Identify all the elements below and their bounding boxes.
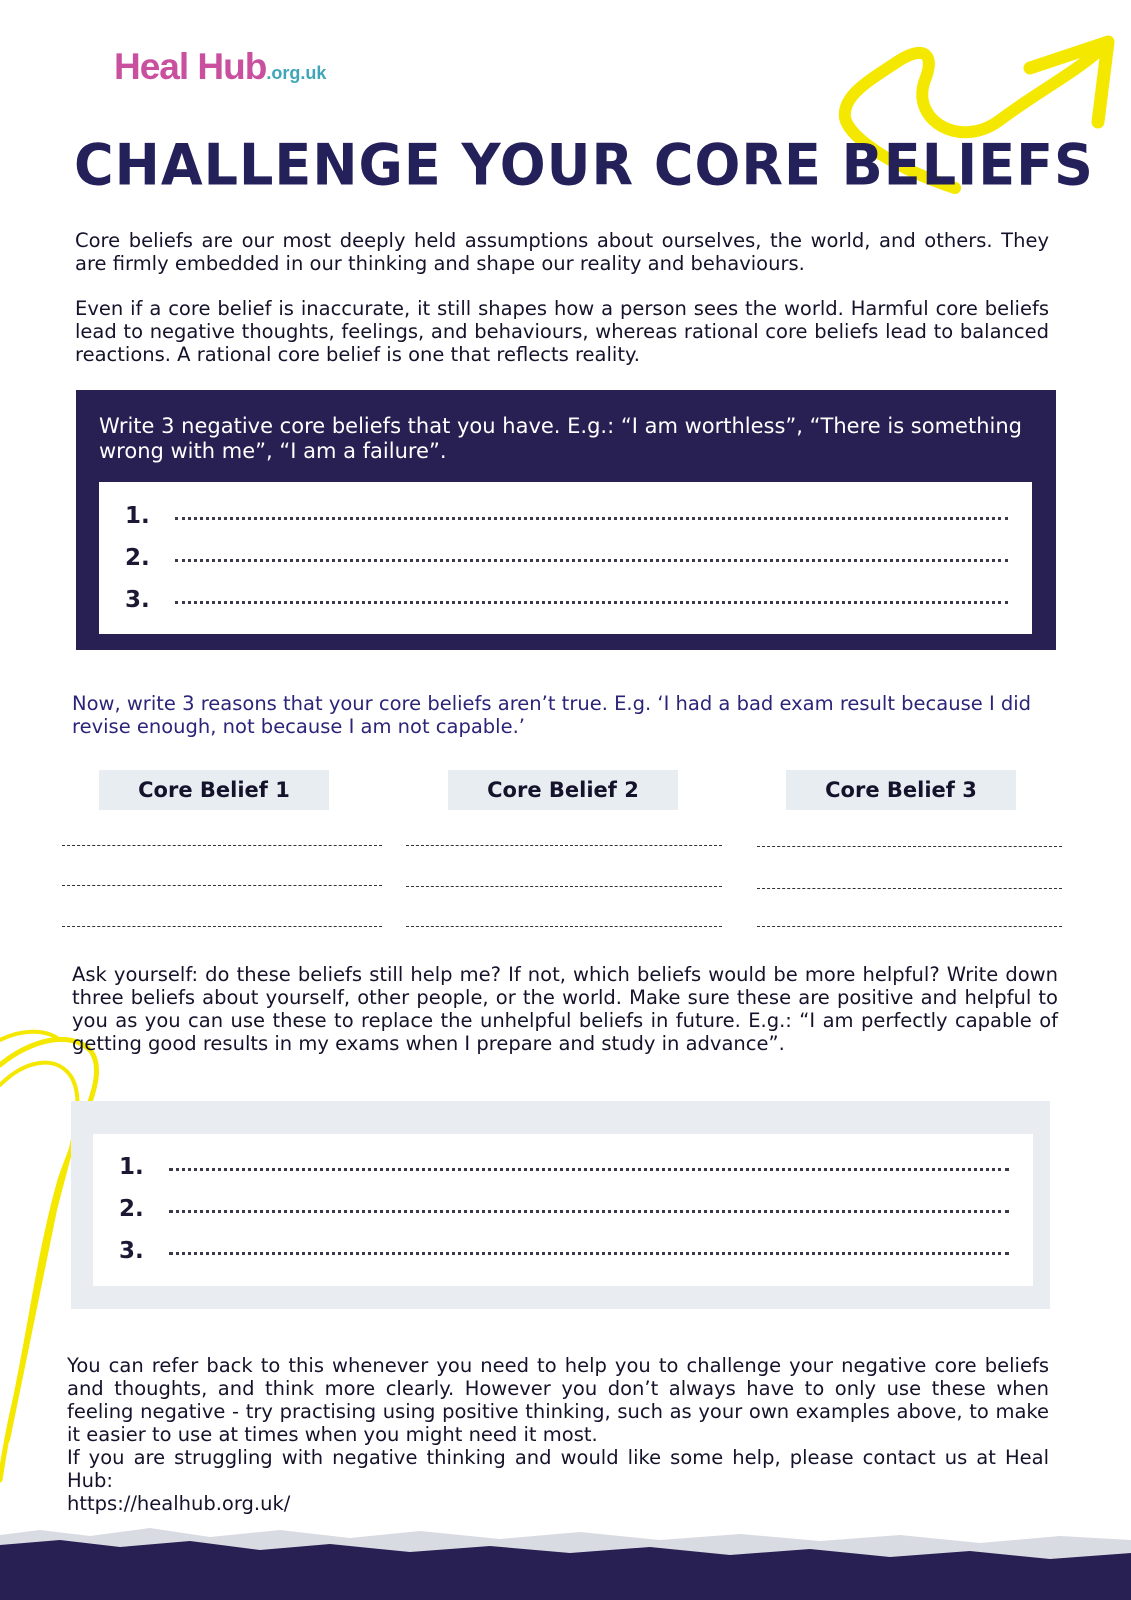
core-belief-3-label: Core Belief 3 — [786, 770, 1016, 810]
intro-paragraph-1: Core beliefs are our most deeply held assumptions about ourselves, the world, and others. They are firmly embedded in our thinking and shape our reality and behaviours. — [75, 229, 1049, 275]
belief-1-line-2[interactable] — [62, 885, 382, 886]
belief-2-line-3[interactable] — [406, 926, 722, 927]
belief-2-line-2[interactable] — [406, 886, 722, 887]
negative-beliefs-answer-box — [99, 482, 1032, 634]
core-belief-1-label: Core Belief 1 — [99, 770, 329, 810]
positive-line-1[interactable] — [119, 1138, 1009, 1180]
answer-line-2[interactable] — [125, 529, 1008, 571]
answer-line-1[interactable] — [125, 487, 1008, 529]
footer-contact: If you are struggling with negative thinking and would like some help, please contact us at Heal Hub: — [67, 1446, 1049, 1492]
belief-3-line-2[interactable] — [757, 888, 1062, 889]
positive-line-2[interactable] — [119, 1180, 1009, 1222]
belief-3-line-1[interactable] — [757, 846, 1062, 847]
line-number: 3. — [119, 1238, 144, 1264]
positive-beliefs-answer-box — [93, 1134, 1033, 1286]
intro-paragraph-2: Even if a core belief is inaccurate, it still shapes how a person sees the world. Harmful core beliefs lead to negative thoughts, feelings, and behaviours, whereas rational core beliefs lead to balanced reactions. A rational core belief is one that reflects reality. — [75, 297, 1049, 366]
negative-beliefs-prompt: Write 3 negative core beliefs that you have. E.g.: “I am worthless”, “There is something wrong with me”, “I am a failure”. — [99, 414, 1022, 463]
logo-tld: .org.uk — [266, 63, 327, 83]
belief-1-line-3[interactable] — [62, 926, 382, 927]
footer-url-link[interactable]: https://healhub.org.uk/ — [67, 1492, 291, 1515]
belief-1-line-1[interactable] — [62, 845, 382, 846]
line-number: 1. — [119, 1154, 144, 1180]
footer-text — [67, 1354, 1049, 1515]
reasons-prompt: Now, write 3 reasons that your core beliefs aren’t true. E.g. ‘I had a bad exam result because I did revise enough, not because I am not capable.’ — [72, 692, 1032, 738]
core-belief-2-label: Core Belief 2 — [448, 770, 678, 810]
belief-3-line-3[interactable] — [757, 926, 1062, 927]
ask-yourself-prompt: Ask yourself: do these beliefs still help me? If not, which beliefs would be more helpful? Write down three beliefs about yourself, other people, or the world. Make sure these are positive and helpful to you as you can use these to replace the unhelpful beliefs in future. E.g.: “I am perfectly capable of getting good results in my exams when I prepare and study in advance”. — [72, 963, 1058, 1055]
positive-line-3[interactable] — [119, 1222, 1009, 1264]
line-number: 2. — [125, 545, 150, 571]
bottom-torn-band — [0, 1528, 1131, 1600]
line-number: 3. — [125, 587, 150, 613]
page-title: CHALLENGE YOUR CORE BELIEFS — [74, 132, 1094, 199]
answer-line-3[interactable] — [125, 571, 1008, 613]
logo-main: Heal Hub — [114, 46, 267, 87]
belief-2-line-1[interactable] — [406, 845, 722, 846]
footer-paragraph: You can refer back to this whenever you need to help you to challenge your negative core beliefs and thoughts, and think more clearly. However you don’t always have to only use these when feeling negative - try practising using positive thinking, such as your own examples above, to make it easier to use at times when you might need it most. — [67, 1354, 1049, 1446]
line-number: 2. — [119, 1196, 144, 1222]
arrow-head-icon — [1030, 42, 1108, 122]
line-number: 1. — [125, 503, 150, 529]
heal-hub-logo — [114, 46, 326, 88]
